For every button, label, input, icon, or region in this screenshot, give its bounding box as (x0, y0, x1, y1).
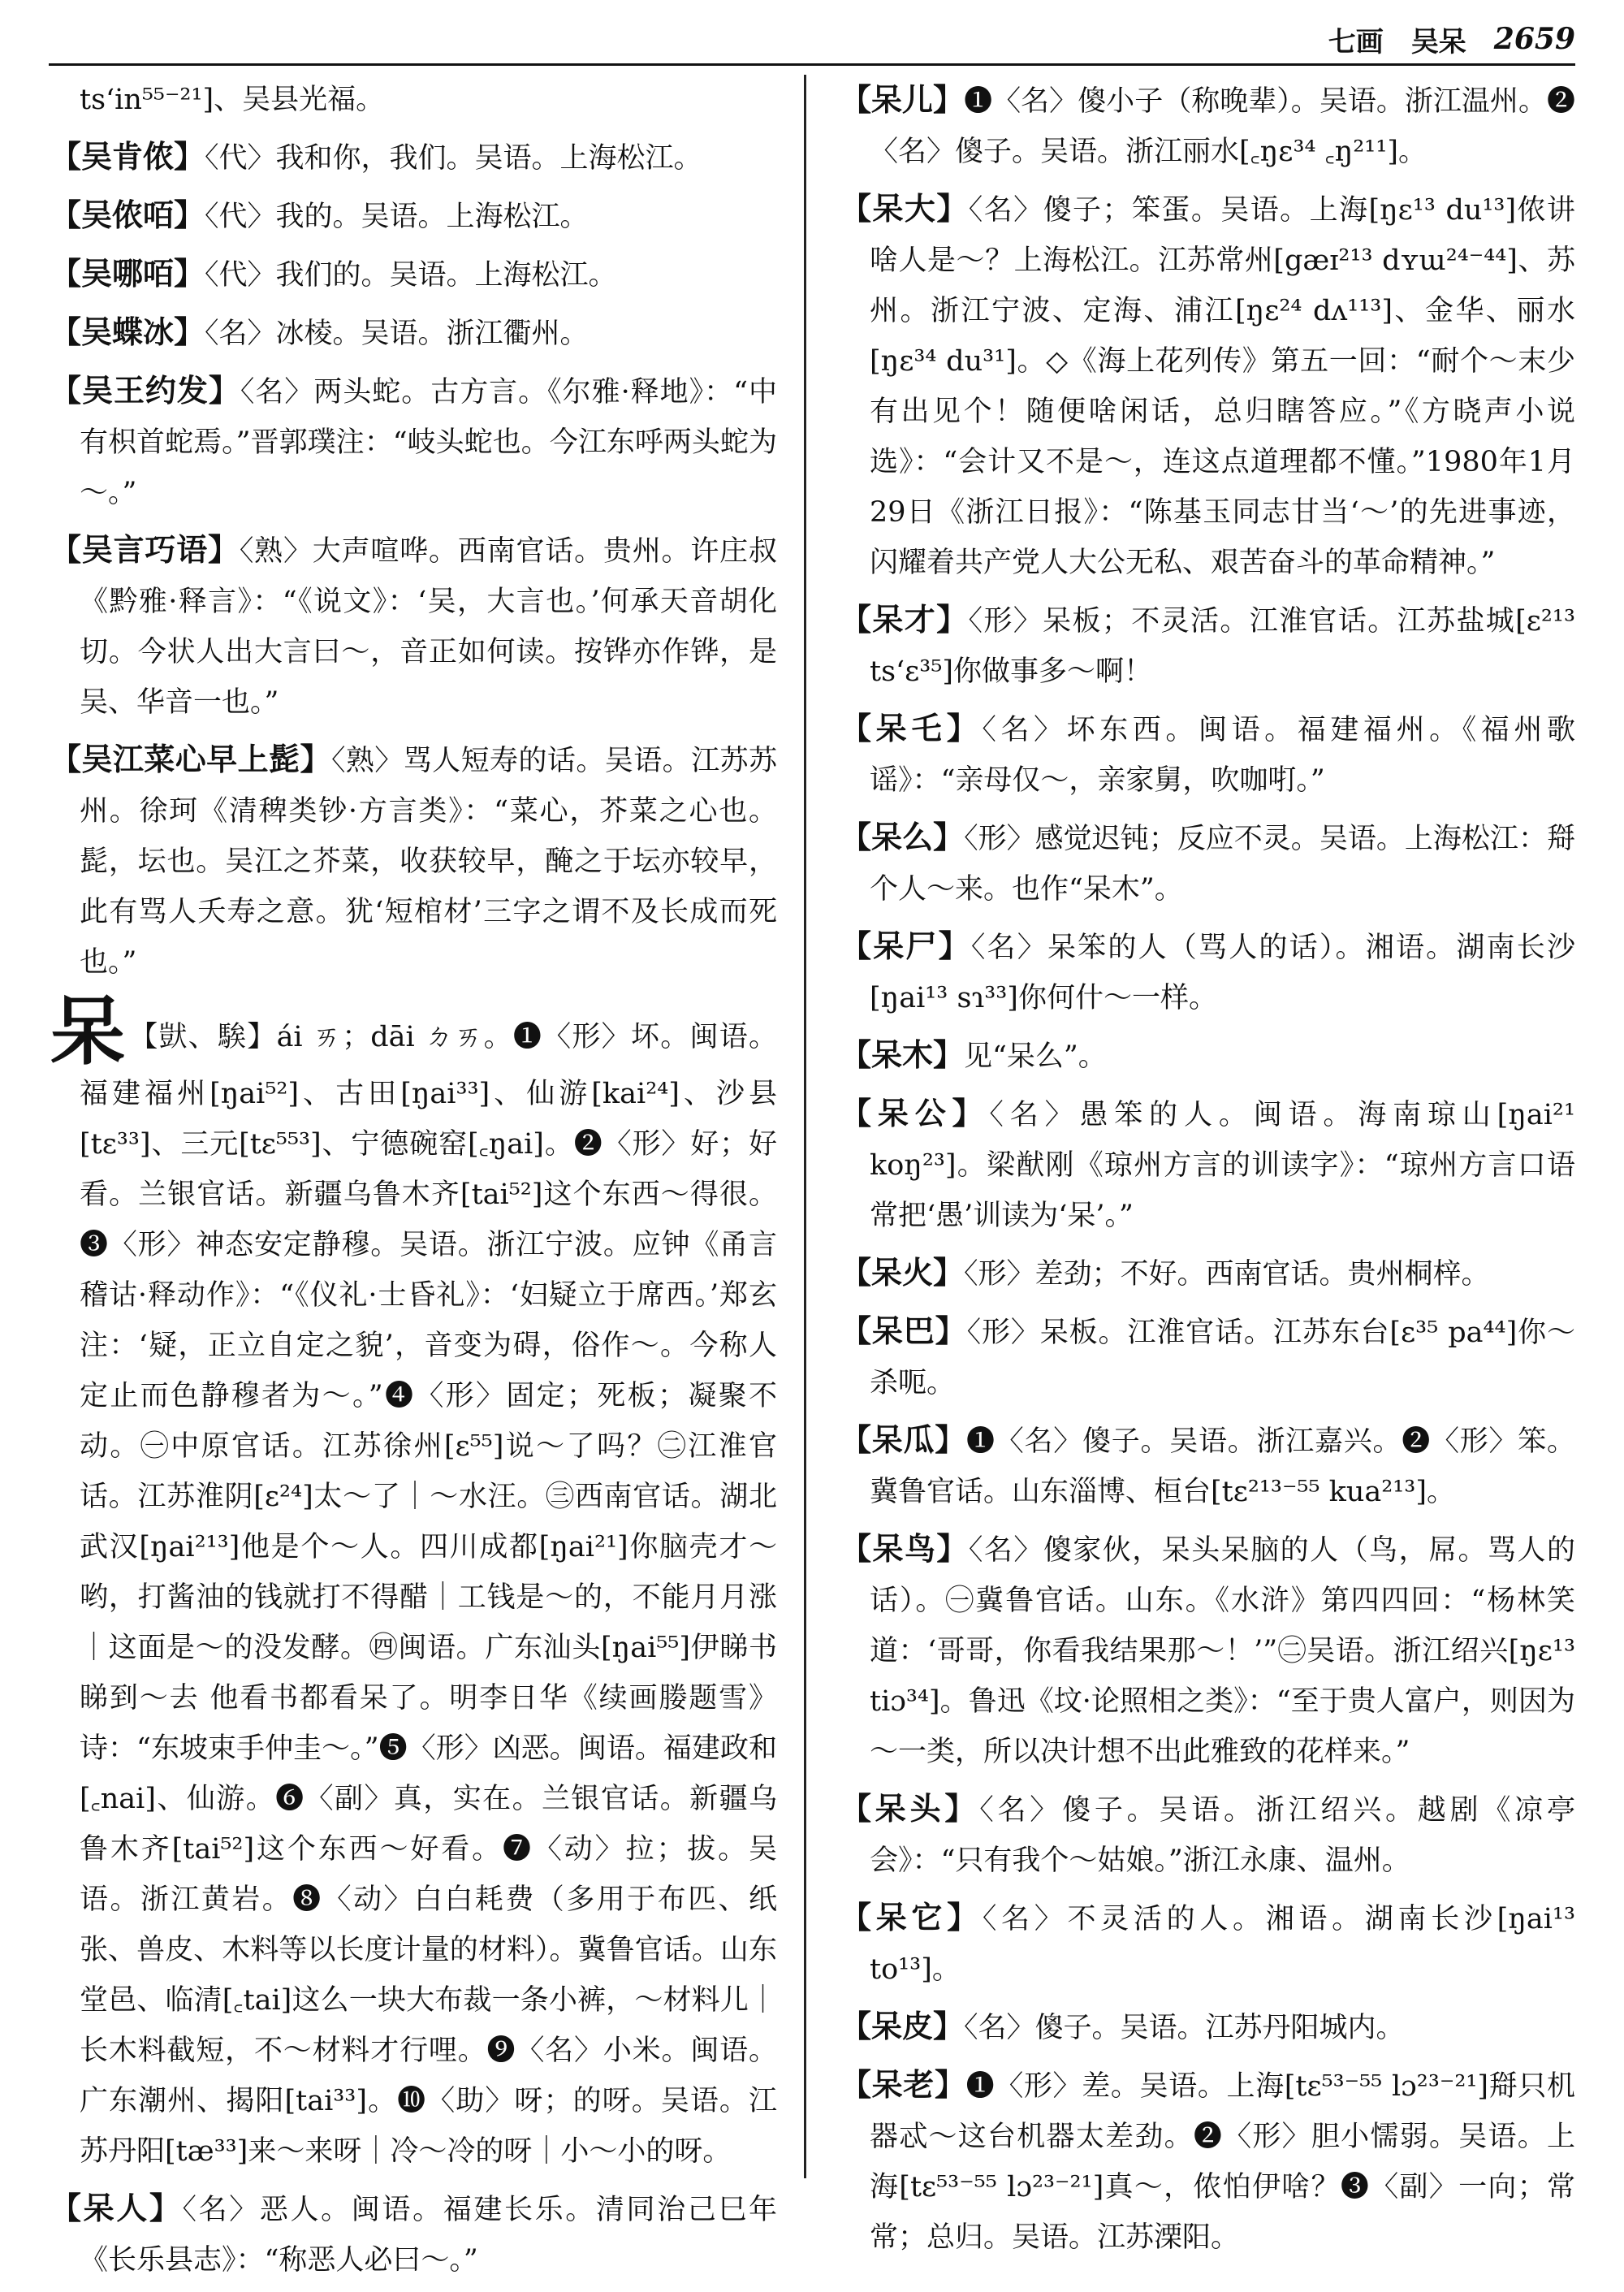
entry-text: 〈名〉愚笨的人。闽语。海南琼山[ŋai²¹ koŋ²³]。梁猷刚《琼州方言的训读字》：“琼州方言口语常把‘愚’训读为‘呆’。” (870, 1099, 1575, 1232)
entry-headword: 【呆尸】 (840, 928, 971, 964)
entry-text: 〈名〉呆笨的人（骂人的话）。湘语。湖南长沙[ŋai¹³ sɿ³³]你何什～一样。 (870, 932, 1575, 1014)
entry-text: 〈名〉傻子。吴语。浙江绍兴。越剧《凉亭会》：“只有我个～姑娘。”浙江永康、温州。 (870, 1794, 1575, 1877)
entry-headword: 【呆火】 (840, 1254, 965, 1291)
entry-text: 〈代〉我们的。吴语。上海松江。 (205, 259, 617, 292)
dictionary-entry (840, 1248, 1575, 1300)
page-number: 2659 (1493, 22, 1575, 56)
dictionary-entry (840, 1306, 1575, 1408)
entry-text: 〈名〉傻家伙，呆头呆脑的人（鸟，屌。骂人的话）。㊀冀鲁官话。山东。《水浒》第四四回：“杨林笑道：‘哥哥，你看我结果那～！’”㊁吴语。浙江绍兴[ŋɛ¹³ tiɔ³⁴]。鲁迅《坟·论照相之类》：“至于贵人富户，则因为～一类，所以决计想不出此雅致的花样来。” (870, 1534, 1575, 1768)
entry-text: ❶〈名〉傻子。吴语。浙江嘉兴。❷〈形〉笨。冀鲁官话。山东淄博、桓台[tɛ²¹³⁻⁵⁵ kua²¹³]。 (870, 1425, 1575, 1508)
entry-headword: 【呆它】 (840, 1899, 983, 1935)
dictionary-entry (840, 1415, 1575, 1517)
entry-text: 〈形〉呆板；不灵活。江淮官话。江苏盐城[ɛ²¹³ ts‘ɛ³⁵]你做事多～啊！ (870, 605, 1575, 688)
entry-headword: 【呆么】 (840, 819, 965, 855)
dictionary-entry (840, 1784, 1575, 1886)
dictionary-entry (840, 1088, 1575, 1241)
entry-text: ❶〈形〉差。吴语。上海[tɛ⁵³⁻⁵⁵ lɔ²³⁻²¹]搿只机器忒～这台机器太差劲。❷〈形〉胆小懦弱。吴语。上海[tɛ⁵³⁻⁵⁵ lɔ²³⁻²¹]真～，侬怕伊啥？❸〈副〉一向；常常；总归。吴语。江苏溧阳。 (870, 2070, 1575, 2254)
entry-headword: 【呆皮】 (840, 2008, 965, 2044)
dictionary-entry (840, 2001, 1575, 2053)
dictionary-entry (840, 1524, 1575, 1777)
header-section: 七画 (1328, 25, 1384, 58)
right-column (840, 75, 1575, 2269)
entry-headword: 【吴蝶冰】 (50, 314, 205, 350)
dictionary-entry (50, 132, 777, 184)
dictionary-entry (840, 1892, 1575, 1995)
entry-text: 〈名〉不灵活的人。湘语。湖南长沙[ŋai¹³ to¹³]。 (870, 1903, 1575, 1986)
entry-headword: 【呆乇】 (840, 710, 983, 746)
dictionary-entry (50, 249, 777, 301)
entry-headword: 【吴江菜心早上髭】 (50, 741, 331, 777)
dictionary-entry (50, 365, 777, 518)
entry-headword: 【呆大】 (840, 190, 969, 227)
column-divider (804, 75, 806, 2178)
dictionary-entry (840, 184, 1575, 588)
entry-text: 〈名〉两头蛇。古方言。《尔雅·释地》：“中有枳首蛇焉。”晋郭璞注：“岐头蛇也。今江东呼两头蛇为～。” (80, 376, 777, 509)
entry-headword: 【吴王约发】 (50, 372, 240, 409)
page-header (1234, 15, 1575, 63)
entry-headword: 【吴肯侬】 (50, 138, 205, 175)
entry-text: 〈熟〉骂人短寿的话。吴语。江苏苏州。徐珂《清稗类钞·方言类》：“菜心，芥菜之心也。髭，坛也。吴江之芥菜，收获较早，醃之于坛亦较早，此有骂人夭寿之意。犹‘短棺材’三字之谓不及长成而死也。” (80, 745, 777, 979)
entry-headword: 【呆人】 (50, 2190, 183, 2226)
dictionary-entry (50, 2183, 777, 2286)
entry-text: ts‘in⁵⁵⁻²¹]、吴县光福。 (80, 84, 385, 116)
entry-headword: 【呆瓜】 (840, 1421, 966, 1458)
main-headword-entry (50, 988, 777, 2177)
main-headword: 呆 (50, 988, 127, 1075)
entry-text: 〈代〉我的。吴语。上海松江。 (205, 201, 589, 233)
entry-text: 〈名〉冰棱。吴语。浙江衢州。 (205, 318, 589, 350)
dictionary-entry (840, 921, 1575, 1023)
dictionary-entry (840, 2060, 1575, 2263)
entry-headword: 【呆巴】 (840, 1312, 967, 1349)
left-column (50, 75, 777, 2292)
entry-text: 〈形〉感觉迟钝；反应不灵。吴语。上海松江：搿个人～来。也作“呆木”。 (870, 823, 1575, 906)
entry-text: ❶〈名〉傻小子（称晚辈）。吴语。浙江温州。❷〈名〉傻子。吴语。浙江丽水[꜀ŋɛ³⁴ ꜀ŋ²¹¹]。 (870, 85, 1575, 168)
entry-text: 〈名〉恶人。闽语。福建长乐。清同治己巳年《长乐县志》：“称恶人必曰～。” (80, 2194, 777, 2277)
dictionary-entry (840, 1030, 1575, 1082)
entry-text: 〈名〉傻子。吴语。江苏丹阳城内。 (964, 2012, 1405, 2044)
entry-headword: 【呆鸟】 (840, 1530, 969, 1567)
entry-continuation (50, 75, 777, 125)
dictionary-entry (840, 703, 1575, 806)
entry-headword: 【呆公】 (840, 1095, 990, 1131)
entry-text: 〈形〉差劲；不好。西南官话。贵州桐梓。 (964, 1258, 1490, 1291)
entry-headword: 【吴侬咟】 (50, 197, 205, 233)
entry-text: 〈名〉坏东西。闽语。福建福州。《福州歌谣》：“亲母仅～，亲家舅，吹咖咑。” (870, 714, 1575, 797)
entry-text: 【獃、騃】ái ㄞ；dāi ㄉㄞ。❶〈形〉坏。闽语。福建福州[ŋai⁵²]、古田[ŋai³³]、仙游[kai²⁴]、沙县[tɛ³³]、三元[tɛ⁵⁵³]、宁德碗窑[꜀ŋai]。❷〈形〉好；好看。兰银官话。新疆乌鲁木齐[tai⁵²]这个东西～得很。❸〈形〉神态安定静穆。吴语。浙江宁波。应钟《甬言稽诂·释动作》：“《仪礼·士昏礼》：‘妇疑立于席西。’郑玄注：‘疑，正立自定之貌’，音变为碍，俗作～。今称人定止而色静穆者为～。”❹〈形〉固定；死板；凝聚不动。㊀中原官话。江苏徐州[ɛ⁵⁵]说～了吗？㊁江淮官话。江苏淮阴[ɛ²⁴]太～了｜～水汪。㊂西南官话。湖北武汉[ŋai²¹³]他是个～人。四川成都[ŋai²¹]你脑壳才～哟，打酱油的钱就打不得醋｜工钱是～的，不能月月涨｜这面是～的没发酵。㊃闽语。广东汕头[ŋai⁵⁵]伊睇书睇到～去 他看书都看呆了。明李日华《续画媵题雪》诗：“东坡束手仲圭～。”❺〈形〉凶恶。闽语。福建政和[꜀nai]、仙游。❻〈副〉真，实在。兰银官话。新疆乌鲁木齐[tai⁵²]这个东西～好看。❼〈动〉拉；拔。吴语。浙江黄岩。❽〈动〉白白耗费（多用于布匹、纸张、兽皮、木料等以长度计量的材料）。冀鲁官话。山东堂邑、临清[꜀tai]这么一块大布裁一条小裤，～材料儿｜长木料截短，不～材料才行哩。❾〈名〉小米。闽语。广东潮州、揭阳[tai³³]。❿〈助〉呀；的呀。吴语。江苏丹阳[tæ³³]来～来呀｜冷～冷的呀｜小～小的呀。 (80, 1021, 777, 2168)
header-chars: 吴呆 (1410, 25, 1466, 58)
entry-text: 〈形〉呆板。江淮官话。江苏东台[ɛ³⁵ pa⁴⁴]你～杀呃。 (870, 1317, 1575, 1399)
entry-headword: 【呆才】 (840, 601, 969, 638)
entry-text: 见“呆么”。 (964, 1040, 1107, 1073)
entry-headword: 【呆头】 (840, 1790, 980, 1827)
dictionary-entry (50, 307, 777, 359)
entry-text: 〈名〉傻子；笨蛋。吴语。上海[ŋɛ¹³ du¹³]侬讲啥人是～？上海松江。江苏常州[gæɪ²¹³ dʏɯ²⁴⁻⁴⁴]、苏州。浙江宁波、定海、浦江[ŋɛ²⁴ dʌ¹¹³]、金华、丽水[ŋɛ³⁴ du³¹]。◇《海上花列传》第五一回：“耐个～末少有出见个！随便啥闲话，总归瞎答应。”《方晓声小说选》：“会计又不是～，连这点道理都不懂。”1980年1月29日《浙江日报》：“陈基玉同志甘当‘～’的先进事迹，闪耀着共产党人大公无私、艰苦奋斗的革命精神。” (870, 194, 1575, 579)
dictionary-entry (50, 525, 777, 728)
dictionary-entry (840, 812, 1575, 915)
dictionary-entry (840, 75, 1575, 177)
entry-headword: 【呆儿】 (840, 81, 965, 118)
entry-headword: 【吴哪咟】 (50, 255, 205, 292)
dictionary-entry (50, 734, 777, 988)
entry-text: 〈熟〉大声喧哗。西南官话。贵州。许庄叔《黔雅·释言》：“《说文》：‘吴，大言也。’何承天音胡化切。今状人出大言曰～，音正如何读。按铧亦作铧，是吴、华音一也。” (80, 535, 777, 719)
entry-headword: 【呆老】 (840, 2066, 966, 2103)
header-rule (49, 63, 1575, 66)
entry-text: 〈代〉我和你，我们。吴语。上海松江。 (205, 142, 702, 175)
dictionary-entry (50, 190, 777, 242)
dictionary-entry (840, 595, 1575, 697)
entry-headword: 【呆木】 (840, 1036, 965, 1073)
entry-headword: 【吴言巧语】 (50, 531, 240, 568)
